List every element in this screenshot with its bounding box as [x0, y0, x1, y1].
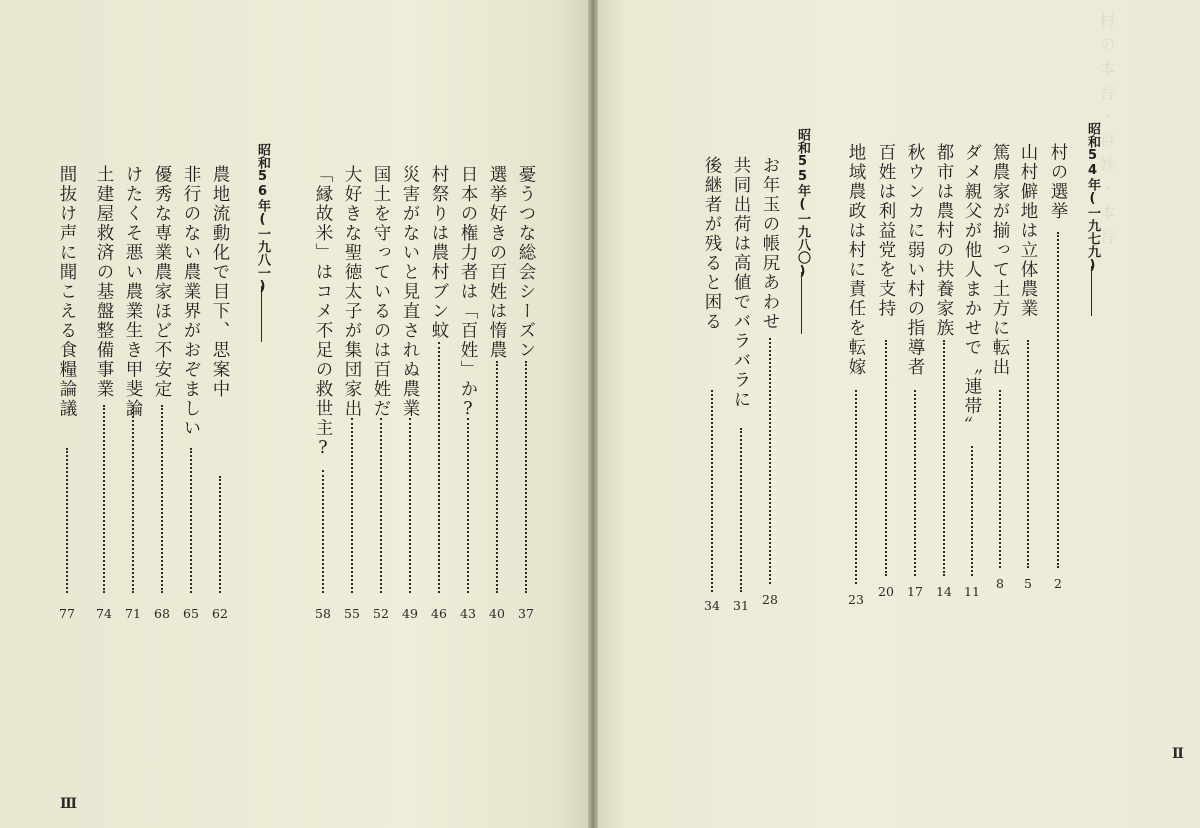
toc-entry [150, 0, 174, 828]
leader-dots [190, 448, 192, 593]
entry-title: 土建屋救済の基盤整備事業 [94, 165, 114, 399]
toc-entry [340, 0, 364, 828]
era-heading [250, 0, 274, 828]
page-number: 55 [344, 606, 360, 621]
entry-title: 都市は農村の扶養家族 [934, 143, 954, 338]
toc-entry [179, 0, 203, 828]
entry-title: 農地流動化で目下、思案中 [210, 165, 230, 399]
era-heading [1080, 0, 1104, 828]
page-number: 14 [936, 584, 952, 599]
toc-entry [874, 0, 898, 828]
entry-title: 共同出荷は高値でバラバラに [731, 156, 751, 410]
toc-entry [729, 0, 753, 828]
page-number: 8 [996, 576, 1004, 591]
toc-entry [903, 0, 927, 828]
leader-dots [999, 390, 1001, 568]
page-number: 74 [96, 606, 112, 621]
page-number: 34 [704, 598, 720, 613]
toc-entry [398, 0, 422, 828]
leader-dots [740, 428, 742, 592]
leader-dots [971, 446, 973, 576]
era-heading [790, 0, 814, 828]
entry-title: 憂うつな総会シーズン [516, 165, 536, 360]
era-rule [261, 286, 262, 342]
leader-dots [914, 390, 916, 576]
page-folio: Ⅱ [1172, 746, 1184, 762]
page-number: 46 [431, 606, 447, 621]
page-number: 62 [212, 606, 228, 621]
page-number: 65 [183, 606, 199, 621]
page-number: 49 [402, 606, 418, 621]
page-number: 5 [1024, 576, 1032, 591]
leader-dots [769, 338, 771, 584]
toc-entry [311, 0, 335, 828]
leader-dots [525, 361, 527, 593]
leader-dots [161, 405, 163, 593]
page-number: 58 [315, 606, 331, 621]
toc-entry [92, 0, 116, 828]
toc-entry [960, 0, 984, 828]
show-through-text: 村の本音・百姓・本音 [1097, 12, 1116, 252]
toc-entry [208, 0, 232, 828]
toc-entry [485, 0, 509, 828]
entry-title: お年玉の帳尻あわせ [760, 156, 780, 332]
leader-dots [855, 390, 857, 584]
entry-title: 国土を守っているのは百姓だ [371, 165, 391, 419]
era-rule [801, 272, 802, 334]
entry-title: 非行のない農業界がおぞましい [181, 165, 201, 438]
toc-entry [369, 0, 393, 828]
toc-entry [932, 0, 956, 828]
leader-dots [943, 340, 945, 576]
leader-dots [711, 390, 713, 592]
leader-dots [66, 448, 68, 593]
entry-title: 篤農家が揃って土方に転出 [990, 143, 1010, 377]
page-number: 2 [1054, 576, 1062, 591]
era-rule [1091, 266, 1092, 316]
entry-title: 大好きな聖徳太子が集団家出 [342, 165, 362, 419]
toc-entry [844, 0, 868, 828]
toc-entry [514, 0, 538, 828]
leader-dots [1027, 340, 1029, 568]
page-number: 52 [373, 606, 389, 621]
toc-entry [456, 0, 480, 828]
leader-dots [132, 405, 134, 593]
leader-dots [351, 418, 353, 593]
toc-entry [121, 0, 145, 828]
leader-dots [438, 342, 440, 593]
entry-title: ダメ親父が他人まかせで〝連帯〟 [962, 143, 982, 436]
era-label: 昭和54年(一九七九) [1085, 122, 1100, 273]
entry-title: 秋ウンカに弱い村の指導者 [905, 143, 925, 377]
era-label: 昭和55年(一九八〇) [795, 128, 810, 279]
era-label: 昭和56年(一九八一) [255, 143, 270, 294]
right-page [598, 0, 1200, 828]
page-number: 43 [460, 606, 476, 621]
entry-title: けたくそ悪い農業生き甲斐論 [123, 165, 143, 419]
entry-title: 災害がないと見直されぬ農業 [400, 165, 420, 419]
entry-title: 間抜け声に聞こえる食糧論議 [57, 165, 77, 419]
page-number: 17 [907, 584, 923, 599]
page-number: 37 [518, 606, 534, 621]
page-number: 77 [59, 606, 75, 621]
toc-entry [758, 0, 782, 828]
entry-title: 後継者が残ると困る [702, 156, 722, 332]
toc-entry [427, 0, 451, 828]
entry-title: 村の選挙 [1048, 143, 1068, 221]
book-gutter [588, 0, 598, 828]
toc-entry [1016, 0, 1040, 828]
leader-dots [219, 476, 221, 593]
toc-entry [988, 0, 1012, 828]
entry-title: 優秀な専業農家ほど不安定 [152, 165, 172, 399]
entry-title: 「縁故米」はコメ不足の救世主? [313, 165, 333, 460]
toc-entry [700, 0, 724, 828]
page-number: 68 [154, 606, 170, 621]
toc-entry [55, 0, 79, 828]
page-folio: Ⅲ [60, 796, 78, 812]
entry-title: 選挙好きの百姓は惰農 [487, 165, 507, 360]
page-number: 40 [489, 606, 505, 621]
leader-dots [322, 470, 324, 593]
entry-title: 地域農政は村に責任を転嫁 [846, 143, 866, 377]
leader-dots [409, 418, 411, 593]
page-number: 31 [733, 598, 749, 613]
entry-title: 村祭りは農村ブン蚊 [429, 165, 449, 341]
page-number: 23 [848, 592, 864, 607]
page-number: 71 [125, 606, 141, 621]
leader-dots [1057, 232, 1059, 568]
toc-entry [1046, 0, 1070, 828]
page-number: 11 [964, 584, 980, 599]
left-page [0, 0, 588, 828]
page-number: 20 [878, 584, 894, 599]
entry-title: 日本の権力者は「百姓」か? [458, 165, 478, 421]
leader-dots [380, 418, 382, 593]
entry-title: 百姓は利益党を支持 [876, 143, 896, 319]
leader-dots [885, 340, 887, 576]
page-number: 28 [762, 592, 778, 607]
leader-dots [496, 361, 498, 593]
leader-dots [467, 418, 469, 593]
leader-dots [103, 405, 105, 593]
entry-title: 山村僻地は立体農業 [1018, 143, 1038, 319]
